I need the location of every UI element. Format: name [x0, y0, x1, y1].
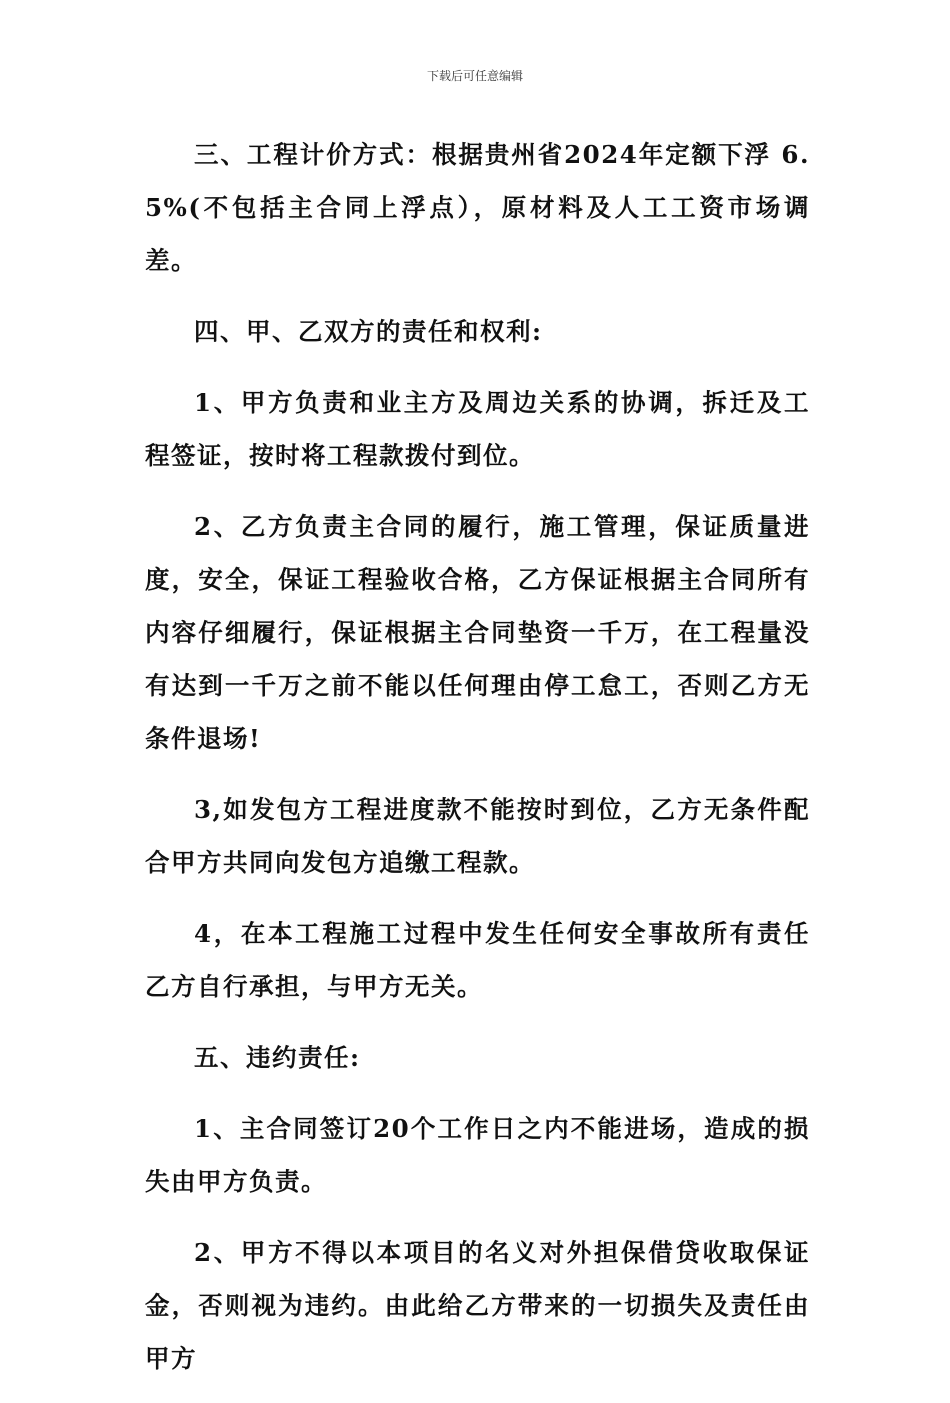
- section-4-item-3: 3,如发包方工程进度款不能按时到位，乙方无条件配合甲方共同向发包方追缴工程款。: [145, 795, 810, 877]
- section-3-pricing-paragraph: 三、工程计价方式：根据贵州省2024年定额下浮 6.5%(不包括主合同上浮点），原材料及人工工资市场调差。: [145, 140, 810, 275]
- section-4-item-1: 1、甲方负责和业主方及周边关系的协调，拆迁及工程签证，按时将工程款拨付到位。: [145, 388, 810, 470]
- page-header-note: 下载后可任意编辑: [426, 69, 523, 83]
- section-4-item-2: 2、乙方负责主合同的履行，施工管理，保证质量进度，安全，保证工程验收合格，乙方保证根据主合同所有内容仔细履行，保证根据主合同垫资一千万，在工程量没有达到一千万之前不能以任何理由停工怠工，否则乙方无条件退场!: [145, 512, 810, 753]
- section-5-item-1: 1、主合同签订20个工作日之内不能进场，造成的损失由甲方负责。: [145, 1114, 810, 1196]
- section-5-item-2: 2、甲方不得以本项目的名义对外担保借贷收取保证金，否则视为违约。由此给乙方带来的一切损失及责任由甲方: [145, 1238, 810, 1373]
- section-4-item-4: 4，在本工程施工过程中发生任何安全事故所有责任乙方自行承担，与甲方无关。: [145, 919, 810, 1001]
- section-4-heading: 四、甲、乙双方的责任和权利:: [194, 317, 543, 346]
- document-body: [145, 128, 810, 1403]
- section-5-heading: 五、违约责任:: [194, 1043, 361, 1072]
